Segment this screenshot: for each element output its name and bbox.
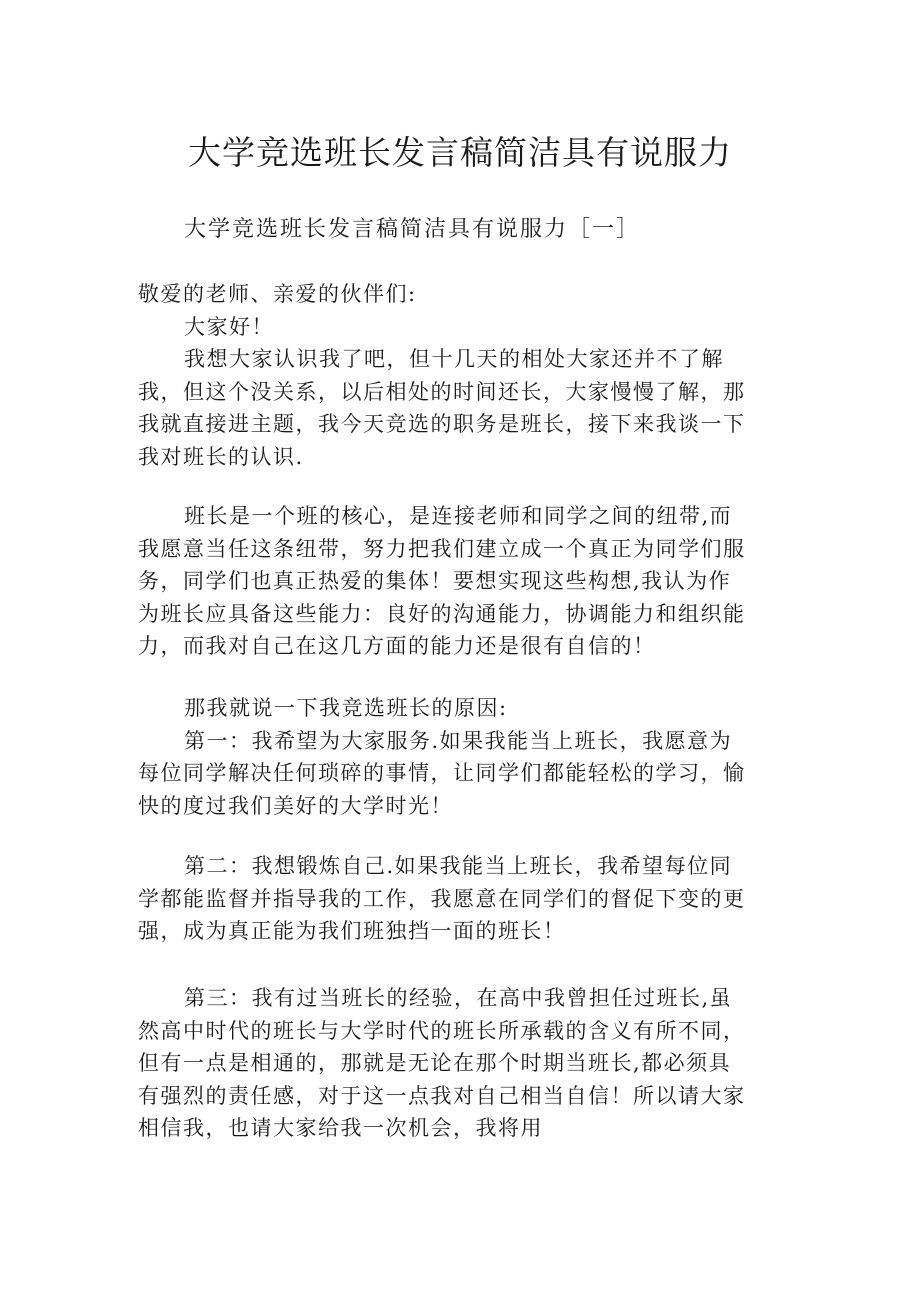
paragraph-1-line-3: 我就直接进主题，我今天竞选的职务是班长，接下来我谈一下	[138, 412, 746, 436]
hello-line: 大家好！	[184, 314, 274, 339]
paragraph-2-line-3: 务，同学们也真正热爱的集体！要想实现这些构想,我认为作	[138, 569, 732, 593]
reasons-intro-line: 那我就说一下我竞选班长的原因:	[184, 696, 508, 720]
paragraph-1-line-4: 我对班长的认识.	[138, 444, 304, 469]
paragraph-2	[138, 500, 766, 663]
reason-3-line-2: 然高中时代的班长与大学时代的班长所承载的含义有所不同，	[138, 1018, 746, 1043]
reason-3-line-3: 但有一点是相通的，那就是无论在那个时期当班长,都必须具	[138, 1051, 732, 1075]
reason-2-line-2: 学都能监督并指导我的工作，我愿意在同学们的督促下变的更	[138, 886, 746, 911]
reason-3-line-1: 第三：我有过当班长的经验，在高中我曾担任过班长,虽	[184, 986, 733, 1010]
paragraph-2-line-5: 力，而我对自己在这几方面的能力还是很有自信的！	[138, 634, 656, 658]
reason-1-line-3: 快的度过我们美好的大学时光！	[138, 793, 453, 818]
reason-2	[138, 850, 766, 948]
reason-2-line-3: 强，成为真正能为我们班独挡一面的班长！	[138, 919, 566, 943]
reason-3	[138, 982, 766, 1145]
paragraph-2-line-1: 班长是一个班的核心，是连接老师和同学之间的纽带,而	[184, 504, 733, 528]
paragraph-2-line-2: 我愿意当任这条纽带，努力把我们建立成一个真正为同学们服	[138, 536, 746, 561]
reason-3-line-5: 相信我，也请大家给我一次机会，我将用	[138, 1116, 543, 1140]
reason-2-line-1: 第二：我想锻炼自己.如果我能当上班长，我希望每位同	[184, 854, 733, 878]
document-title: 大学竞选班长发言稿简洁具有说服力	[188, 133, 732, 172]
paragraph-2-line-4: 为班长应具备这些能力：良好的沟通能力，协调能力和组织能	[138, 601, 746, 626]
paragraph-3	[138, 692, 766, 822]
reason-3-line-4: 有强烈的责任感，对于这一点我对自己相当自信！所以请大家	[138, 1083, 746, 1108]
greeting-block	[138, 278, 766, 473]
reason-1-line-1: 第一：我希望为大家服务.如果我能当上班长，我愿意为	[184, 728, 733, 753]
document-subtitle: 大学竞选班长发言稿简洁具有说服力［一］	[184, 217, 641, 242]
paragraph-1-line-2: 我，但这个没关系，以后相处的时间还长，大家慢慢了解，那	[138, 379, 746, 404]
greeting-line: 敬爱的老师、亲爱的伙伴们:	[138, 282, 417, 306]
reason-1-line-2: 每位同学解决任何琐碎的事情，让同学们都能轻松的学习，愉	[138, 761, 746, 785]
paragraph-1-line-1: 我想大家认识我了吧，但十几天的相处大家还并不了解	[184, 347, 724, 371]
